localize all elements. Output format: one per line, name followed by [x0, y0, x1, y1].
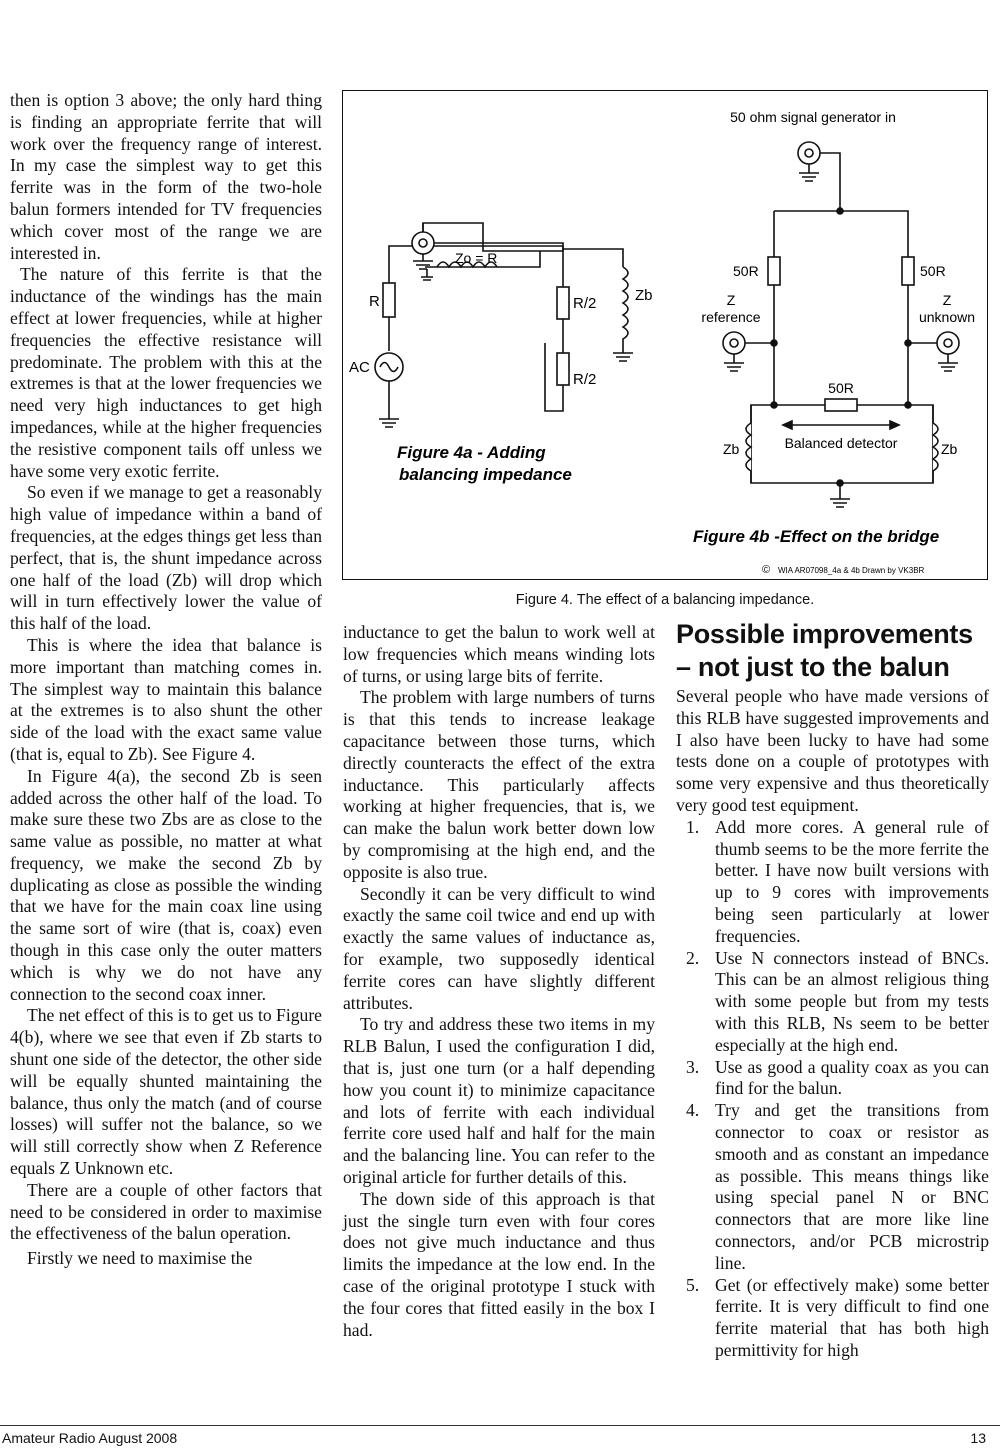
paragraph: In Figure 4(a), the second Zb is seen added across the other half of the load. To make sure these two Zbs are as close to the same value as possible, no matter at what frequency, we make the second Zb by duplicating as close as possible the winding that we have for the main coax line using the same sort of wire (that is, coax) even though in this case only the outer matters which is why we do not have any connection to the second coax inner. [10, 765, 322, 1004]
paragraph: This is where the idea that balance is more important than matching comes in. The simplest way to maintain this balance at the extremes is to also shunt the other side of the load with the exact same value (that is, equal to Zb). See Figure 4. [10, 634, 322, 764]
figure-4 [342, 90, 988, 580]
list-item [676, 1100, 989, 1274]
zb-label: Zb [635, 287, 653, 304]
page-number: 13 [970, 1430, 986, 1446]
column-3 [676, 686, 989, 1362]
copyright-symbol: © [762, 564, 771, 576]
list-number: 3. [686, 1056, 700, 1077]
paragraph: The net effect of this is to get us to Figure 4(b), where we see that even if Zb starts to shunt one side of the detector, the other side will be equally shunted maintaining the balance, thus only the match (and of course losses) will suffer not the balance, so we will still correctly show when Z Reference equals Z Unknown etc. [10, 1005, 322, 1179]
footer-rule [0, 1425, 1000, 1426]
list-item [676, 1057, 989, 1101]
list-item [676, 1275, 989, 1362]
z-reference-label: reference [701, 309, 761, 325]
z-reference-z: Z [726, 292, 736, 308]
paragraph: The down side of this approach is that just the single turn even with four cores does not give much inductance and thus limits the impedance at the low end. In the case of the original prototype I stuck with the four cores that fitted easily in the box I had. [343, 1188, 655, 1340]
figure-4-schematic [343, 91, 987, 579]
column-1 [10, 90, 322, 1270]
fig4b-caption: Figure 4b -Effect on the bridge [693, 527, 940, 546]
zb-right-label: Zb [941, 441, 958, 457]
ac-label: AC [349, 359, 370, 376]
z-unknown-z: Z [942, 292, 952, 308]
list-item [676, 817, 989, 948]
figure-credit: WIA AR07098_4a & 4b Drawn by VK3BR [778, 566, 925, 575]
fig4a-caption-2: balancing impedance [399, 465, 572, 484]
detector-label: Balanced detector [784, 435, 898, 451]
list-text: Use as good a quality coax as you can find for the balun. [715, 1056, 989, 1099]
z-unknown-label: unknown [918, 309, 976, 325]
paragraph: There are a couple of other factors that need to be considered in order to maximise the effectiveness of the balun operation. [10, 1179, 322, 1244]
zb-left-label: Zb [723, 441, 740, 457]
paragraph: then is option 3 above; the only hard thing is finding an appropriate ferrite that will work over the frequency range of interest. In my case the simplest way to get this ferrite was in the form of the two-hole balun formers intended for TV frequencies which cover most of the range we are interested in. [10, 90, 322, 263]
section-heading-line-1: Possible improvements [676, 619, 973, 649]
list-text: Add more cores. A general rule of thumb seems to be the more ferrite the better. I have now built versions with up to 9 cores with improvements being seen particularly at lower frequencies. [715, 816, 989, 946]
section-heading [676, 618, 996, 684]
r2b-label: R/2 [573, 371, 597, 388]
paragraph: The nature of this ferrite is that the inductance of the windings has the main effect at lower frequencies, while at higher frequencies the effective resistance will predominate. The problem with this at the extremes is that at the lower frequencies we need very high inductances to get high impedances, while at the higher frequencies the resistive component tails off unless we have some very exotic ferrite. [10, 264, 322, 481]
generator-label: 50 ohm signal generator in [730, 109, 896, 125]
list-text: Try and get the transitions from connector to coax or resistor as smooth and as constant an impedance as possible. This means things like using special panel N or BNC connectors that are more like line connectors, and/or PCB microstrip line. [715, 1100, 989, 1273]
list-number: 5. [686, 1274, 700, 1295]
list-number: 1. [686, 816, 700, 837]
footer-publication: Amateur Radio August 2008 [2, 1430, 178, 1446]
r50-right-label: 50R [920, 263, 946, 279]
figure-caption: Figure 4. The effect of a balancing impedance. [515, 592, 815, 608]
r2a-label: R/2 [573, 295, 597, 312]
r-label: R [369, 293, 380, 310]
fig4a-caption-1: Figure 4a - Adding [397, 443, 546, 462]
list-text: Use N connectors instead of BNCs. This can be an almost religious thing with some people but from my tests with this RLB, Ns seem to be better especially at the high end. [715, 947, 989, 1055]
improvements-list [676, 817, 989, 1362]
column-2 [343, 622, 655, 1341]
paragraph: Firstly we need to maximise the [27, 1248, 253, 1269]
zo-label: Zo = R [455, 250, 498, 266]
paragraph: To try and address these two items in my RLB Balun, I used the configuration I did, that is, just one turn (or a half depending how you count it) to minimize capacitance and lots of ferrite with each individual ferrite core used half and half for the main and the balancing line. You can refer to the original article for further details of this. [343, 1014, 655, 1187]
section-heading-line-2: – not just to the balun [676, 652, 950, 682]
paragraph: Several people who have made versions of this RLB have suggested improvements and I also have been lucky to have had some tests done on a couple of prototypes with some very expensive and thus theoretically very good test equipment. [676, 686, 989, 815]
list-text: Get (or effectively make) some better ferrite. It is very difficult to find one ferrite material that has both high permittivity for high [715, 1274, 989, 1360]
list-number: 4. [686, 1100, 700, 1121]
paragraph: Secondly it can be very difficult to wind exactly the same coil twice and end up with exactly the same values of inductance as, for example, two supposedly identical ferrite cores can have slightly different attributes. [343, 883, 655, 1013]
paragraph: So even if we manage to get a reasonably high value of impedance within a band of frequencies, at the edges things get less than perfect, that is, the shunt impedance across one half of the load (Zb) will drop which will in turn effectively lower the value of this half of the load. [10, 482, 322, 634]
list-number: 2. [686, 947, 700, 968]
paragraph: The problem with large numbers of turns is that this tends to increase leakage capacitance between those turns, which directly counteracts the effect of the extra inductance. This particularly affects working at higher frequencies, that is, we can make the balun work better down low by compromising at the high end, and the opposite is also true. [343, 687, 655, 882]
list-item [676, 948, 989, 1057]
r50-left-label: 50R [733, 263, 759, 279]
paragraph: inductance to get the balun to work well at low frequencies which means winding lots of turns, or using large bits of ferrite. [343, 622, 655, 686]
r50-middle-label: 50R [828, 380, 854, 396]
